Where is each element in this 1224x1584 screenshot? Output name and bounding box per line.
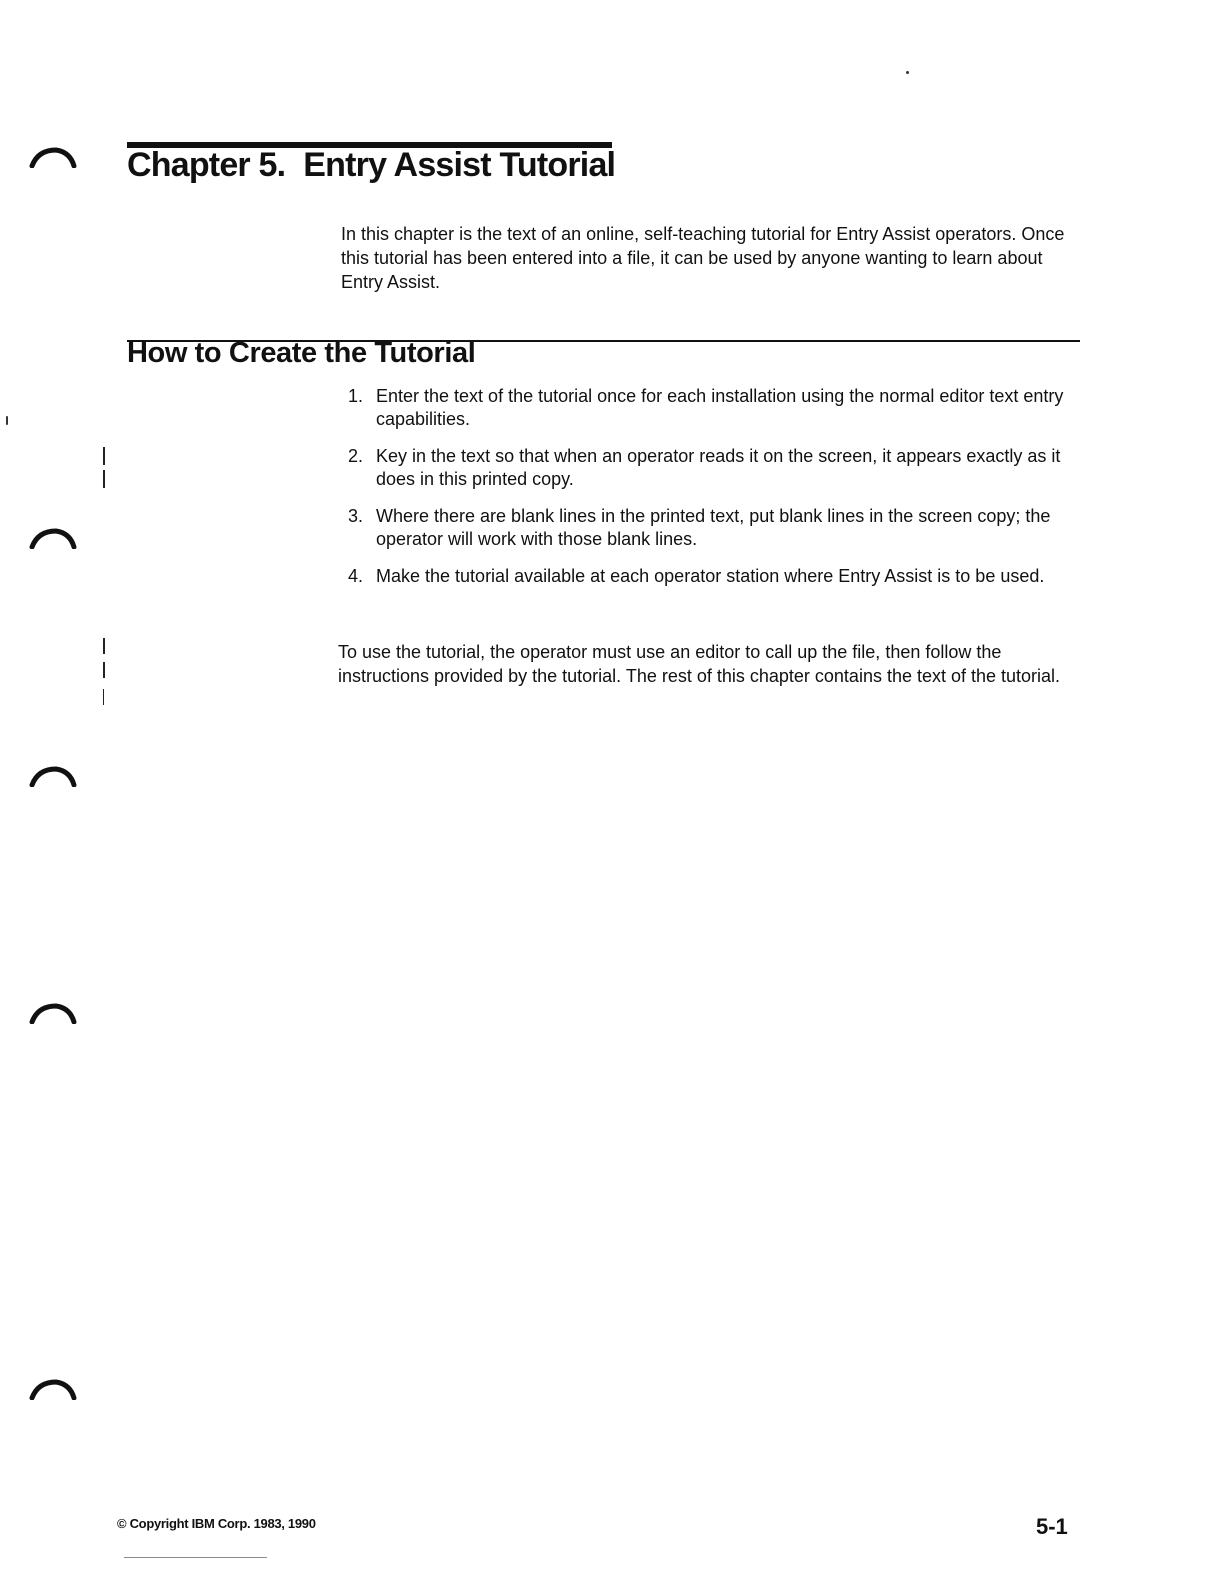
step-text: Make the tutorial available at each operator station where Entry Assist is to be used. bbox=[376, 566, 1045, 586]
binder-hole-mark bbox=[28, 1002, 78, 1024]
page-number: 5-1 bbox=[1036, 1514, 1068, 1539]
binder-hole-mark bbox=[28, 1378, 78, 1400]
scan-speck bbox=[906, 71, 909, 74]
chapter-intro: In this chapter is the text of an online, self-teaching tutorial for Entry Assist operators. Once this tutorial has been entered into a file, it can be used by anyone wanting to learn about Entry Assist. bbox=[341, 224, 1065, 292]
list-item bbox=[340, 565, 1080, 588]
list-item bbox=[340, 505, 1080, 551]
section-title: How to Create the Tutorial bbox=[127, 337, 476, 369]
step-number: 1. bbox=[348, 386, 364, 406]
steps-list bbox=[340, 385, 1080, 602]
list-item bbox=[340, 445, 1080, 491]
step-text: Key in the text so that when an operator reads it on the screen, it appears exactly as it does in this printed copy. bbox=[376, 446, 1061, 489]
step-number: 3. bbox=[348, 506, 364, 526]
chapter-label: Chapter 5. bbox=[127, 146, 286, 184]
step-text: Where there are blank lines in the printed text, put blank lines in the screen copy; the operator will work with those blank lines. bbox=[376, 506, 1051, 549]
copyright-notice: © Copyright IBM Corp. 1983, 1990 bbox=[117, 1516, 316, 1531]
binder-hole-mark bbox=[28, 527, 78, 549]
change-bar bbox=[103, 470, 105, 488]
step-number: 2. bbox=[348, 446, 364, 466]
chapter-title-text: Entry Assist Tutorial bbox=[303, 146, 616, 184]
chapter-title bbox=[127, 146, 615, 185]
change-bar bbox=[103, 662, 105, 678]
change-bar bbox=[103, 638, 105, 654]
section-closing-paragraph: To use the tutorial, the operator must use an editor to call up the file, then follow the instructions provided by the tutorial. The rest of this chapter contains the text of the tutorial. bbox=[338, 642, 1061, 686]
scan-speck bbox=[6, 416, 8, 425]
binder-hole-mark bbox=[28, 765, 78, 787]
change-bar bbox=[103, 689, 104, 705]
change-bar bbox=[103, 447, 105, 465]
binder-hole-mark bbox=[28, 146, 78, 168]
footer-underline bbox=[124, 1557, 267, 1558]
list-item bbox=[340, 385, 1080, 431]
step-text: Enter the text of the tutorial once for each installation using the normal editor text entry capabilities. bbox=[376, 386, 1064, 429]
step-number: 4. bbox=[348, 566, 364, 586]
